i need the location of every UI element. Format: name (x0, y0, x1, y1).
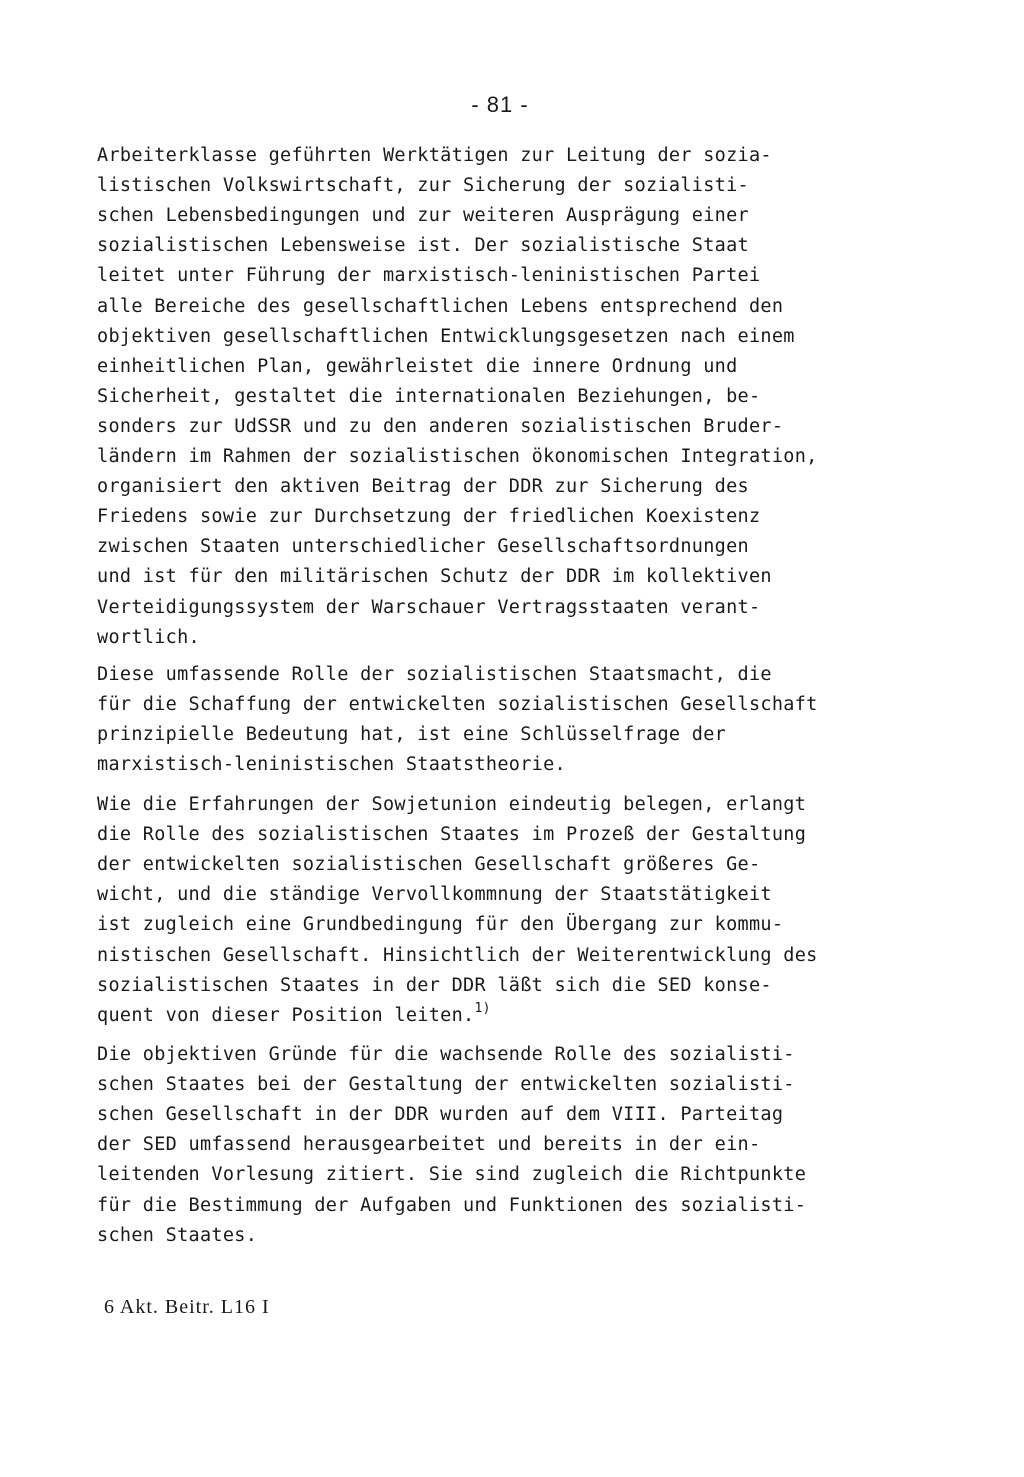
text-line: leitenden Vorlesung zitiert. Sie sind zugleich die Richtpunkte (97, 1164, 807, 1186)
text-line: wortlich. (97, 626, 200, 648)
text-line: Die objektiven Gründe für die wachsende Rolle des sozialisti- (97, 1044, 795, 1065)
text-line: alle Bereiche des gesellschaftlichen Lebens entsprechend den (97, 295, 784, 317)
text-line: sonders zur UdSSR und zu den anderen sozialistischen Bruder- (97, 415, 784, 437)
text-line: für die Schaffung der entwickelten sozialistischen Gesellschaft (97, 694, 818, 716)
text-line: marxistisch-leninistischen Staatstheorie. (97, 754, 566, 776)
text-line: Verteidigungssystem der Warschauer Vertragsstaaten verant- (97, 596, 761, 618)
text-line: zwischen Staaten unterschiedlicher Gesellschaftsordnungen (97, 536, 749, 558)
text-line: wicht, und die ständige Vervollkommnung der Staatstätigkeit (97, 884, 772, 906)
text-line: prinzipielle Bedeutung hat, ist eine Schlüsselfrage der (97, 724, 727, 746)
signature-line: 6 Akt. Beitr. L16 I (104, 1296, 270, 1318)
text-line: und ist für den militärischen Schutz der DDR im kollektiven (97, 566, 772, 588)
text-line: Wie die Erfahrungen der Sowjetunion eindeutig belegen, erlangt (97, 794, 807, 815)
text-line: der entwickelten sozialistischen Gesellschaft größeres Ge- (97, 854, 761, 876)
text-line: Arbeiterklasse geführten Werktätigen zur Leitung der sozia- (97, 145, 772, 166)
text-line: listischen Volkswirtschaft, zur Sicherung der sozialisti- (97, 175, 749, 197)
text-line: schen Staates bei der Gestaltung der entwickelten sozialisti- (97, 1074, 795, 1096)
text-line: für die Bestimmung der Aufgaben und Funktionen des sozialisti- (97, 1194, 807, 1216)
text-line: Sicherheit, gestaltet die internationalen Beziehungen, be- (97, 385, 761, 407)
text-line: schen Lebensbedingungen und zur weiteren Ausprägung einer (97, 205, 749, 227)
text-line: Friedens sowie zur Durchsetzung der friedlichen Koexistenz (97, 506, 761, 528)
page-number: - 81 - (471, 92, 529, 117)
text-line: organisiert den aktiven Beitrag der DDR zur Sicherung des (97, 476, 749, 498)
text-line: schen Gesellschaft in der DDR wurden auf dem VIII. Parteitag (97, 1104, 784, 1126)
text-line: objektiven gesellschaftlichen Entwicklungsgesetzen nach einem (97, 325, 795, 347)
text-line: einheitlichen Plan, gewährleistet die innere Ordnung und (97, 355, 738, 377)
text-line: ist zugleich eine Grundbedingung für den Übergang zur kommu- (97, 914, 784, 936)
text-line: leitet unter Führung der marxistisch-leninistischen Partei (97, 265, 761, 287)
text-line: der SED umfassend herausgearbeitet und bereits in der ein- (97, 1134, 761, 1156)
text-line: nistischen Gesellschaft. Hinsichtlich der Weiterentwicklung des (97, 944, 818, 966)
text-line: Diese umfassende Rolle der sozialistischen Staatsmacht, die (97, 664, 772, 685)
text-line: schen Staates. (97, 1224, 258, 1246)
text-line: die Rolle des sozialistischen Staates im Prozeß der Gestaltung (97, 824, 807, 846)
text-line: ländern im Rahmen der sozialistischen ökonomischen Integration, (97, 446, 818, 467)
text-line: quent von dieser Position leiten.$^{1)}$ (97, 1000, 491, 1026)
text-line: sozialistischen Lebensweise ist. Der sozialistische Staat (97, 235, 749, 257)
footnote-mark: 1) (474, 1000, 491, 1016)
text-line: sozialistischen Staates in der DDR läßt sich die SED konse- (97, 974, 772, 996)
